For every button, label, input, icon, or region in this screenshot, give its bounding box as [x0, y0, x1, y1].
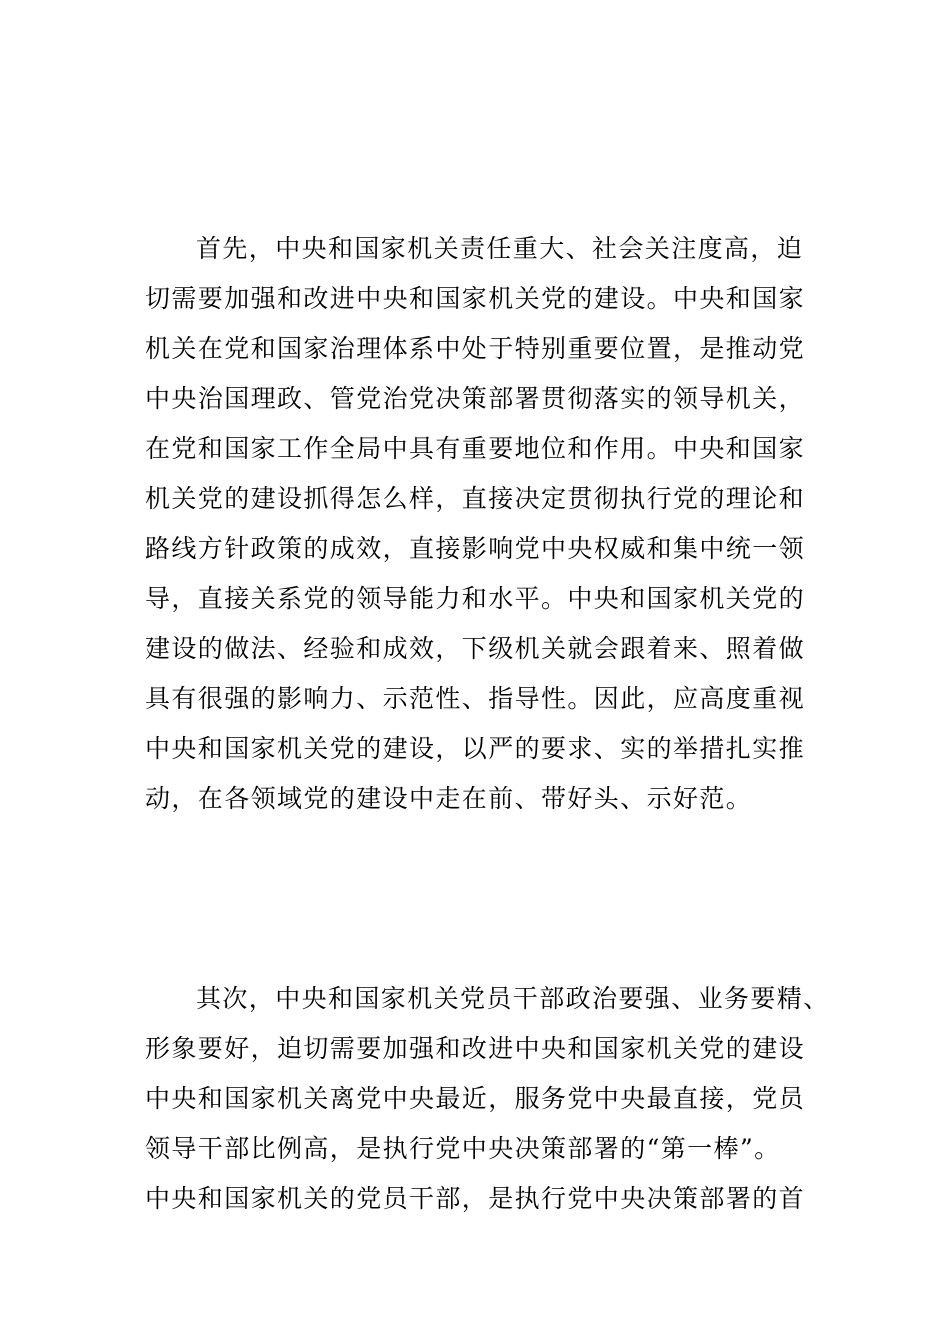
text-line: 动，在各领域党的建设中走在前、带好头、示好范。 [145, 784, 753, 813]
text-line: 中央和国家机关的党员干部，是执行党中央决策部署的首 [145, 1184, 806, 1213]
text-line: 形象要好，迫切需要加强和改进中央和国家机关党的建设 [145, 1034, 806, 1063]
text-line: 切需要加强和改进中央和国家机关党的建设。中央和国家 [145, 284, 806, 313]
text-line: 建设的做法、经验和成效，下级机关就会跟着来、照着做 [145, 634, 806, 663]
text-line: 机关党的建设抓得怎么样，直接决定贯彻执行党的理论和 [145, 484, 806, 513]
text-line: 在党和国家工作全局中具有重要地位和作用。中央和国家 [145, 434, 806, 463]
text-line: 其次，中央和国家机关党员干部政治要强、业务要精、 [196, 984, 830, 1013]
text-line: 导，直接关系党的领导能力和水平。中央和国家机关党的 [145, 584, 806, 613]
text-line: 中央和国家机关党的建设，以严的要求、实的举措扎实推 [145, 734, 806, 763]
text-line: 路线方针政策的成效，直接影响党中央权威和集中统一领 [145, 534, 806, 563]
text-line: 具有很强的影响力、示范性、指导性。因此，应高度重视 [145, 684, 806, 713]
text-line: 首先，中央和国家机关责任重大、社会关注度高，迫 [196, 234, 804, 263]
text-line: 领导干部比例高，是执行党中央决策部署的“第一棒”。 [145, 1134, 781, 1163]
text-line: 中央治国理政、管党治党决策部署贯彻落实的领导机关， [145, 384, 806, 413]
text-line: 中央和国家机关离党中央最近，服务党中央最直接，党员 [145, 1084, 806, 1113]
text-line: 机关在党和国家治理体系中处于特别重要位置，是推动党 [145, 334, 806, 363]
